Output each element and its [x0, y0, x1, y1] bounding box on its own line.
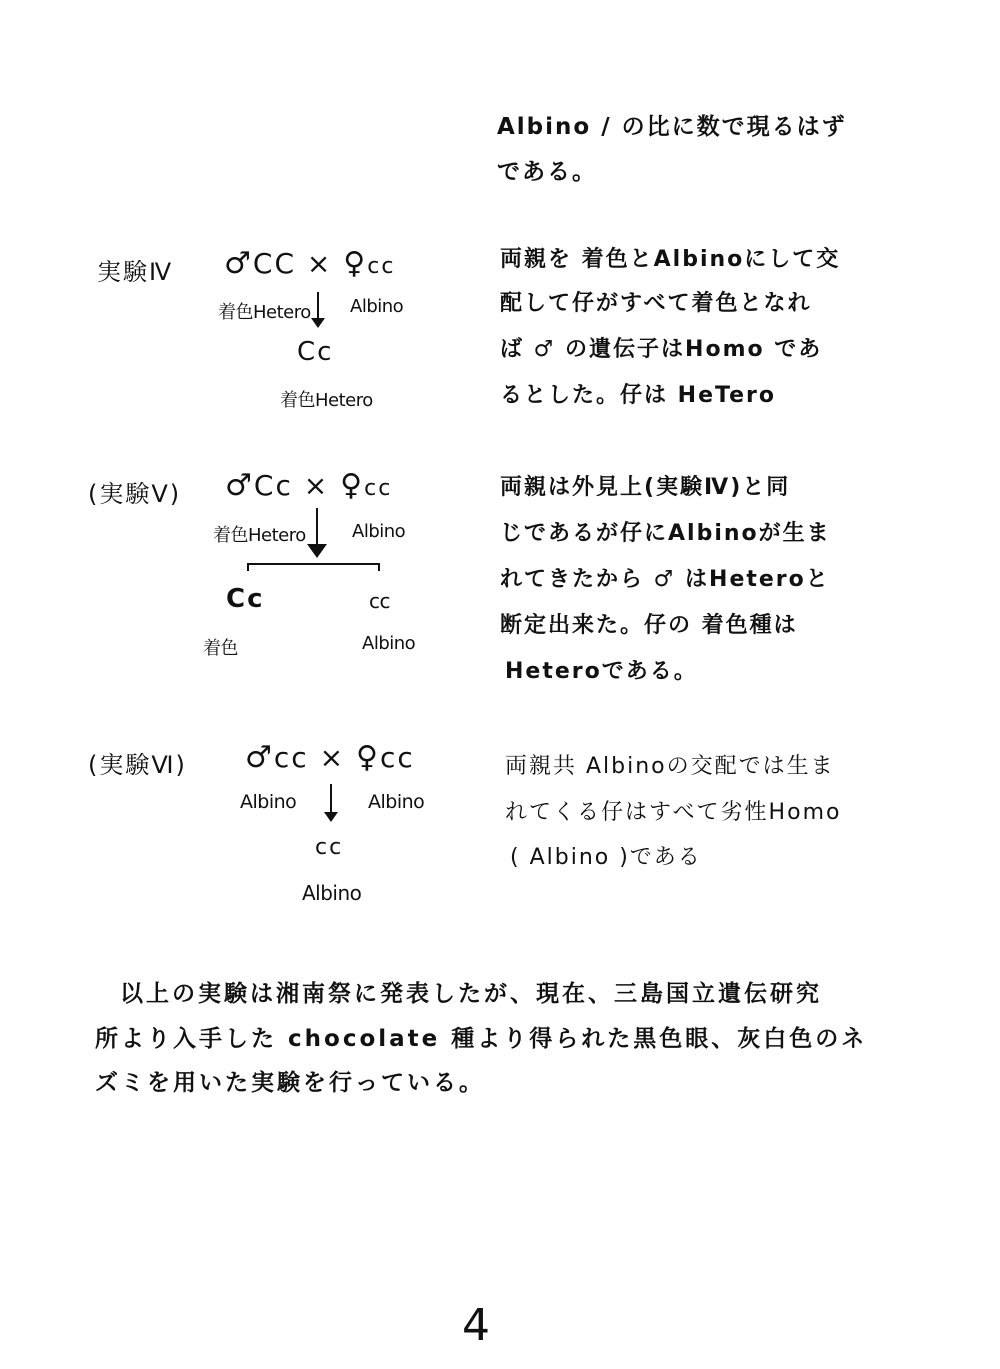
cross-symbol: × — [303, 469, 330, 502]
female-genotype: cc — [379, 741, 415, 774]
offspring-2-genotype: cc — [369, 589, 390, 613]
experiment-5-label: (実験Ⅴ) — [88, 480, 182, 508]
cross-symbol: × — [306, 247, 333, 280]
summary-line: 所より入手した chocolate 種より得られた黒色眼、灰白色のネ — [95, 1026, 868, 1052]
experiment-6-note-line: ( Albino )である — [510, 845, 702, 870]
experiment-4-note-line: 配して仔がすべて着色となれ — [500, 291, 812, 316]
down-arrow-icon — [317, 292, 319, 326]
female-symbol-icon: ♀ — [355, 740, 380, 775]
male-symbol-icon: ♂ — [225, 468, 254, 503]
offspring-1-phenotype: 着色 — [203, 638, 238, 659]
intro-line-2: である。 — [497, 159, 597, 185]
down-arrow-icon — [330, 784, 332, 820]
male-genotype: Cc — [253, 469, 293, 502]
cross-symbol: × — [319, 741, 346, 774]
offspring-phenotype: Albino — [302, 881, 362, 905]
offspring-genotype: cc — [315, 835, 344, 860]
experiment-6-note-line: れてくる仔はすべて劣性Homo — [505, 800, 842, 825]
female-genotype: cc — [367, 254, 396, 279]
experiment-5-note-line: Heteroである。 — [505, 659, 698, 684]
female-phenotype: Albino — [350, 296, 404, 317]
offspring-branch-tick — [247, 563, 249, 571]
experiment-5-cross — [225, 468, 392, 503]
page-number: 4 — [462, 1300, 490, 1351]
experiment-5-note-line: れてきたから ♂ はHeteroと — [500, 567, 830, 592]
female-genotype: cc — [364, 476, 393, 501]
male-phenotype: 着色Hetero — [218, 302, 311, 323]
experiment-5-note-line: じであるが仔にAlbinoが生ま — [500, 521, 831, 546]
experiment-4-note-line: ば ♂ の遺伝子はHomo であ — [500, 337, 823, 362]
experiment-6-cross — [245, 740, 415, 775]
female-phenotype: Albino — [368, 791, 425, 813]
offspring-phenotype: 着色Hetero — [280, 390, 373, 411]
offspring-genotype: Cc — [297, 337, 334, 367]
intro-line-1: Albino / の比に数で現るはず — [497, 114, 847, 140]
female-symbol-icon: ♀ — [340, 468, 365, 503]
offspring-branch-line — [247, 563, 380, 565]
offspring-1-genotype: Cc — [226, 584, 265, 614]
male-symbol-icon: ♂ — [245, 740, 274, 775]
male-symbol-icon: ♂ — [224, 246, 253, 281]
male-phenotype: 着色Hetero — [213, 525, 306, 546]
experiment-6-label: (実験Ⅵ) — [88, 751, 187, 779]
experiment-5-note-line: 両親は外見上(実験Ⅳ)と同 — [500, 475, 791, 500]
experiment-6-note-line: 両親共 Albinoの交配では生ま — [505, 754, 835, 779]
offspring-branch-tick — [378, 563, 380, 571]
experiment-4-cross — [224, 246, 395, 281]
male-phenotype: Albino — [240, 791, 297, 813]
experiment-4-label: 実験Ⅳ — [97, 258, 174, 286]
down-arrow-icon — [316, 508, 318, 556]
male-genotype: CC — [252, 247, 297, 280]
experiment-4-note-line: 両親を 着色とAlbinoにして交 — [500, 247, 841, 272]
experiment-4-note-line: るとした。仔は HeTero — [500, 383, 776, 408]
offspring-2-phenotype: Albino — [362, 633, 416, 654]
female-phenotype: Albino — [352, 521, 406, 542]
summary-line: ズミを用いた実験を行っている。 — [95, 1070, 485, 1096]
summary-line: 以上の実験は湘南祭に発表したが、現在、三島国立遺伝研究 — [120, 981, 822, 1007]
male-genotype: cc — [273, 741, 309, 774]
experiment-5-note-line: 断定出来た。仔の 着色種は — [500, 613, 798, 638]
female-symbol-icon: ♀ — [343, 246, 368, 281]
